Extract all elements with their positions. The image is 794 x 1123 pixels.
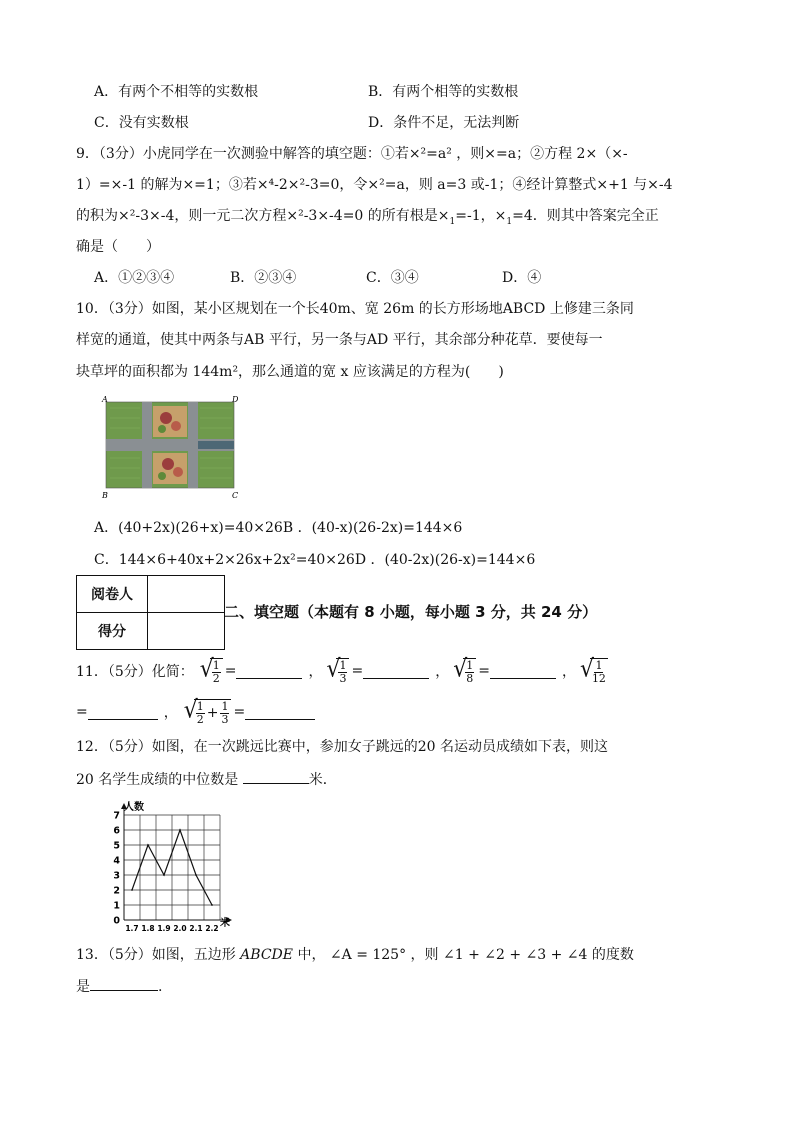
q12-line1: 12．（5分）如图，在一次跳远比赛中，参加女子跳远的20 名运动员成绩如下表，则这 xyxy=(76,739,608,755)
x-tick-label: 2.0 xyxy=(173,924,187,933)
q9-line4: 确是（ ） xyxy=(76,239,160,255)
q9-line3: 的积为×²-3×-4，则一元二次方程×²-3×-4=0 的所有根是$\times_1=-1$，$\times_1=4$．则其中答案完全正 xyxy=(76,208,659,227)
q11-line1: 11．（5分）化简： √ $\frac{1}{2}$ = ， √ $\frac{1}{3}$ = ， √ $\frac{1}{8}$ = ， √ $\frac{1}{12}$ xyxy=(76,652,608,690)
grade-box-reviewer: 阅卷人 xyxy=(77,576,148,613)
corner-a: A xyxy=(102,395,108,404)
q9-option-a: A．①②③④ xyxy=(94,270,175,286)
y-tick-label: 7 xyxy=(113,810,120,822)
x-tick-label: 1.9 xyxy=(157,924,171,933)
q9-option-b: B．②③④ xyxy=(230,270,297,286)
y-tick-label: 0 xyxy=(113,915,120,927)
q10-line2: 样宽的通道，使其中两条与AB 平行，另一条与AD 平行，其余部分种花草．要使每一 xyxy=(76,332,603,348)
x-tick-label: 2.1 xyxy=(189,924,203,933)
q10-options-cd: C．144×6+40x+2×26x+2x²=40×26D ．(40-2x)(26-x)=144×6 xyxy=(94,552,536,568)
q10-line1: 10．（3分）如图，某小区规划在一个长40m、宽 26m 的长方形场地ABCD 上修建三条同 xyxy=(76,301,634,317)
q13-line2: 是 . xyxy=(76,976,162,997)
chart-x-label: 米 xyxy=(220,918,230,929)
y-tick-label: 4 xyxy=(113,855,120,867)
y-tick-label: 3 xyxy=(113,870,120,882)
q12-line-chart xyxy=(104,800,234,936)
y-tick-label: 6 xyxy=(113,825,120,837)
q9-line1: 9．（3分）小虎同学在一次测验中解答的填空题：①若×²=a² ，则×=a；②方程 2×（×- xyxy=(76,146,628,162)
q8-option-b: B．有两个相等的实数根 xyxy=(368,84,519,100)
chart-ticks xyxy=(113,811,218,934)
x-tick-label: 1.8 xyxy=(141,924,155,933)
q9-line2: 1）=×-1 的解为×=1；③若×⁴-2×²-3=0，令×²=a，则 a=3 或-1；④经计算整式×+1 与×-4 xyxy=(76,177,673,193)
x-tick-label: 1.7 xyxy=(125,924,139,933)
q8-option-a: A．有两个不相等的实数根 xyxy=(94,84,259,100)
grade-box-score: 得分 xyxy=(77,613,148,650)
q8-option-c: C．没有实数根 xyxy=(94,115,189,131)
q10-options-ab: A．(40+2x)(26+x)=40×26B ．(40-x)(26-2x)=144×6 xyxy=(94,520,463,536)
y-tick-label: 2 xyxy=(113,885,120,897)
q13-line1: 13．（5分）如图，五边形 ABCDE 中， ∠A = 125° ，则 ∠1 + ∠2 + ∠3 + ∠4 的度数 xyxy=(76,947,634,963)
corner-c: C xyxy=(232,491,239,500)
water-strip xyxy=(198,441,234,449)
corner-d: D xyxy=(232,395,239,404)
y-tick-label: 1 xyxy=(113,900,120,912)
q12-line2: 20 名学生成绩的中位数是 米． xyxy=(76,769,337,790)
q9-option-c: C．③④ xyxy=(366,270,419,286)
q10-line3: 块草坪的面积都为 144m²，那么通道的宽 x 应该满足的方程为( ) xyxy=(76,364,504,380)
q9-option-d: D．④ xyxy=(502,270,542,286)
y-tick-label: 5 xyxy=(113,840,120,852)
grade-box xyxy=(76,575,225,650)
corner-b: B xyxy=(102,491,108,500)
chart-y-label: 人数 xyxy=(124,802,144,813)
section-2-title: 二、填空题（本题有 8 小题，每小题 3 分，共 24 分） xyxy=(224,603,598,621)
q8-option-d: D．条件不足，无法判断 xyxy=(368,115,520,131)
q10-field-figure xyxy=(96,394,246,504)
chart-grid xyxy=(124,815,220,920)
x-tick-label: 2.2 xyxy=(205,924,219,933)
q11-line2: = ， √ $\frac{1}{2}$ + $\frac{1}{3}$ = xyxy=(76,693,315,731)
